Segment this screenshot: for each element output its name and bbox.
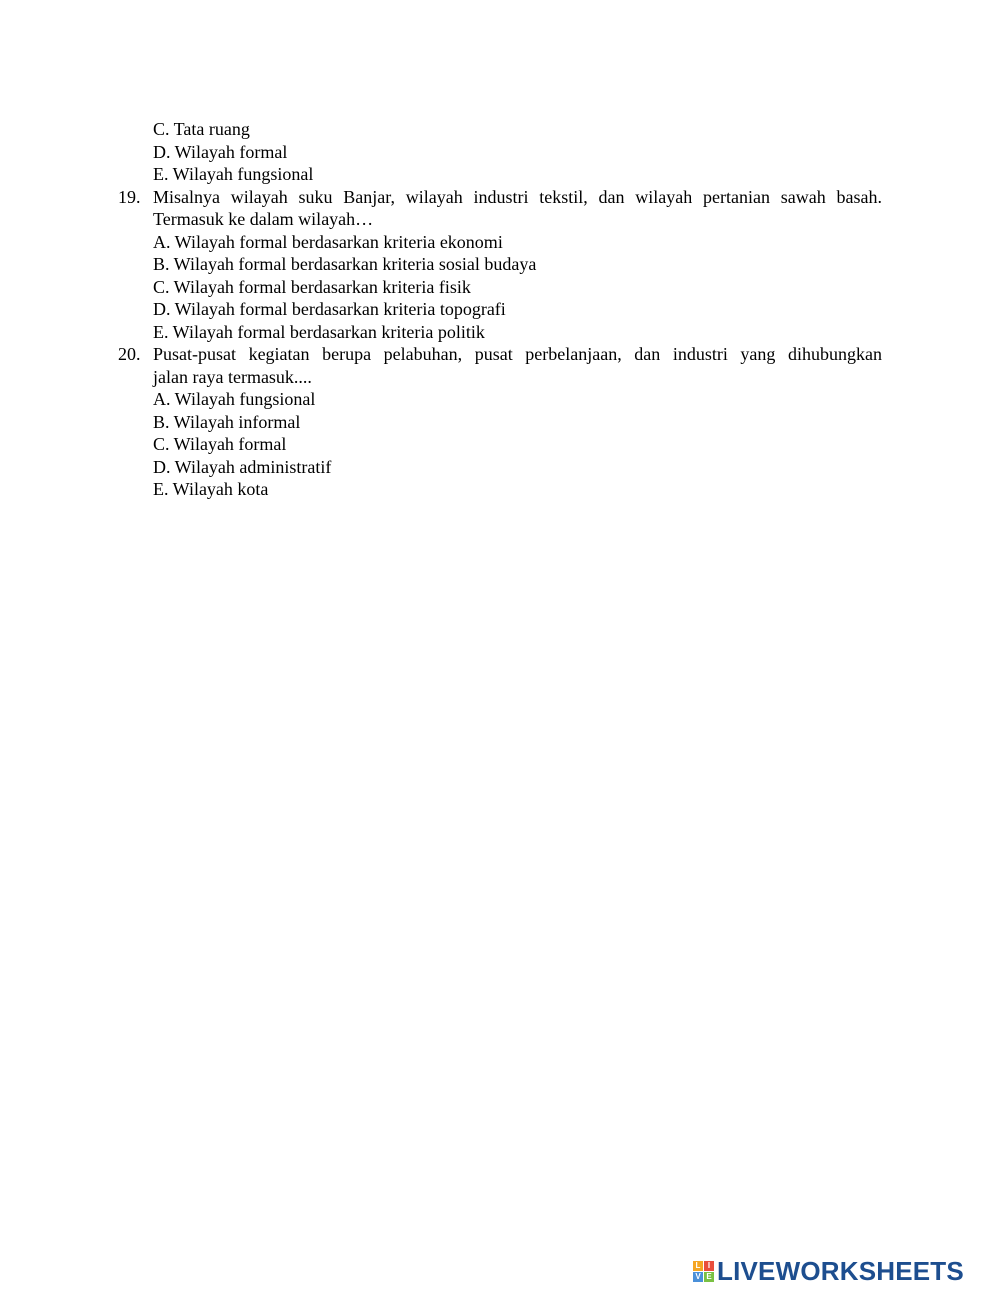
question-20-number: 20.: [118, 344, 141, 364]
option-e-prev: E. Wilayah fungsional: [153, 164, 314, 184]
question-20-option-d: D. Wilayah administratif: [153, 456, 332, 477]
question-19-text-line2: Termasuk ke dalam wilayah…: [153, 209, 374, 229]
option-c-prev: C. Tata ruang: [153, 119, 250, 139]
question-20-option-b: B. Wilayah informal: [153, 411, 301, 432]
question-20-option-e: E. Wilayah kota: [153, 479, 269, 499]
logo-mark-tile: I: [704, 1261, 714, 1271]
question-19-option-d: D. Wilayah formal berdasarkan kriteria topografi: [153, 299, 506, 319]
question-20-text-line2: jalan raya termasuk....: [153, 366, 312, 387]
liveworksheets-logo: [693, 1256, 964, 1286]
logo-mark-tile: L: [693, 1261, 703, 1271]
option-d-prev: D. Wilayah formal: [153, 141, 288, 162]
question-19-option-e: E. Wilayah formal berdasarkan kriteria politik: [153, 321, 485, 342]
question-20-option-c: C. Wilayah formal: [153, 434, 287, 454]
question-20-option-a: A. Wilayah fungsional: [153, 389, 316, 409]
logo-mark-tile: E: [704, 1272, 714, 1282]
question-19-number: 19.: [118, 186, 141, 207]
logo-text: LIVEWORKSHEETS: [717, 1256, 964, 1286]
logo-mark-tile: V: [693, 1272, 703, 1282]
question-19-option-a: A. Wilayah formal berdasarkan kriteria ekonomi: [153, 231, 503, 252]
question-19-text-line1: Misalnya wilayah suku Banjar, wilayah industri tekstil, dan wilayah pertanian sawah basah.: [153, 186, 882, 207]
question-20-text-line1: Pusat-pusat kegiatan berupa pelabuhan, pusat perbelanjaan, dan industri yang dihubungkan: [153, 344, 882, 364]
question-19-option-c: C. Wilayah formal berdasarkan kriteria fisik: [153, 276, 471, 297]
question-19-option-b: B. Wilayah formal berdasarkan kriteria sosial budaya: [153, 254, 537, 274]
logo-mark-icon: [693, 1261, 714, 1282]
